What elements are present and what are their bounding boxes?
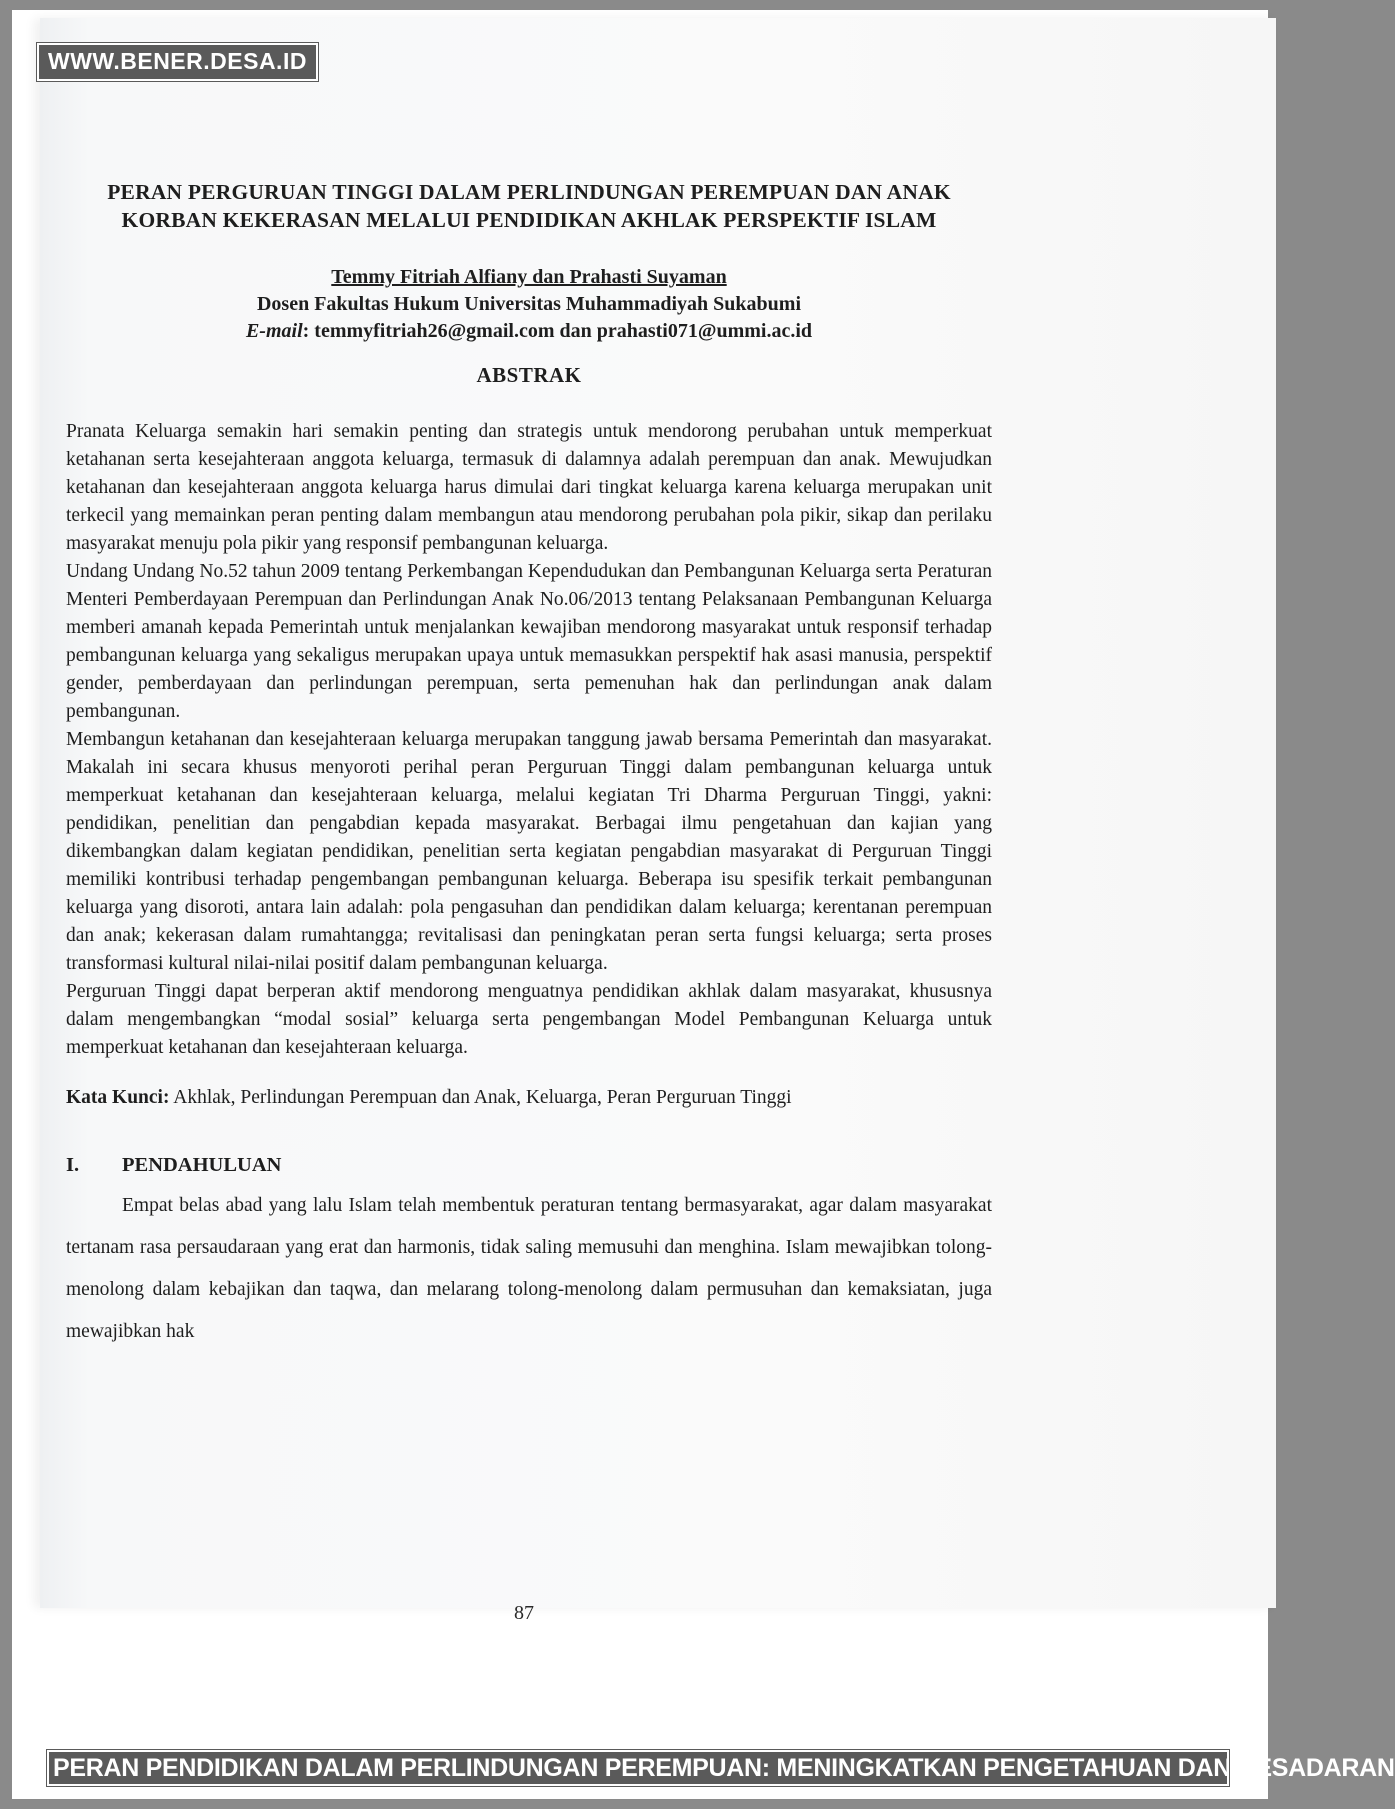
abstract-heading: ABSTRAK bbox=[476, 363, 582, 387]
paper-content bbox=[66, 178, 992, 1353]
author-email-line bbox=[66, 318, 992, 345]
section-number: I. bbox=[66, 1154, 80, 1176]
intro-body bbox=[66, 1185, 992, 1353]
intro-paragraph: Empat belas abad yang lalu Islam telah membentuk peraturan tentang bermasyarakat, agar dalam masyarakat tertanam rasa persaudaraan yang erat dan harmonis, tidak saling memusuhi dan menghina. Islam mewajibkan tolong-menolong dalam kebajikan dan taqwa, dan melarang tolong-menolong dalam permusuhan dan kemaksiatan, juga mewajibkan hak bbox=[66, 1195, 992, 1342]
page-number: 87 bbox=[514, 1602, 534, 1624]
abstract-paragraph: Pranata Keluarga semakin hari semakin penting dan strategis untuk mendorong perubahan untuk memperkuat ketahanan serta kesejahteraan anggota keluarga, termasuk di dalamnya adalah perempuan dan anak. Mewujudkan ketahanan dan kesejahteraan anggota keluarga harus dimulai dari tingkat keluarga karena keluarga merupakan unit terkecil yang memainkan peran penting dalam membangun atau mendorong perubahan pola pikir, sikap dan perilaku masyarakat menuju pola pikir yang responsif pembangunan keluarga. bbox=[66, 421, 992, 554]
keywords-text: Akhlak, Perlindungan Perempuan dan Anak, Keluarga, Peran Perguruan Tinggi bbox=[173, 1087, 792, 1108]
author-affiliation: Dosen Fakultas Hukum Universitas Muhammadiyah Sukabumi bbox=[256, 293, 801, 315]
abstract-paragraph: Undang Undang No.52 tahun 2009 tentang Perkembangan Kependudukan dan Pembangunan Keluarga serta Peraturan Menteri Pemberdayaan Perempuan dan Perlindungan Anak No.06/2013 tentang Pelaksanaan Pembangunan Keluarga memberi amanah kepada Pemerintah untuk menjalankan kewajiban mendorong masyarakat untuk responsif terhadap pembangunan keluarga yang sekaligus merupakan upaya untuk memasukkan perspektif hak asasi manusia, perspektif gender, pemberdayaan dan perlindungan perempuan, serta pemenuhan hak dan perlindungan anak dalam pembangunan. bbox=[66, 561, 992, 722]
keywords-line bbox=[66, 1084, 992, 1112]
site-watermark: WWW.BENER.DESA.ID bbox=[37, 43, 318, 81]
paper-title: PERAN PERGURUAN TINGGI DALAM PERLINDUNGAN PEREMPUAN DAN ANAK KORBAN KEKERASAN MELALUI PENDIDIKAN AKHLAK PERSPEKTIF ISLAM bbox=[107, 180, 951, 232]
caption-banner: PERAN PENDIDIKAN DALAM PERLINDUNGAN PEREMPUAN: MENINGKATKAN PENGETAHUAN DAN KESADARAN bbox=[47, 1750, 1229, 1786]
author-block bbox=[66, 264, 992, 345]
abstract-paragraph: Perguruan Tinggi dapat berperan aktif mendorong menguatnya pendidikan akhlak dalam masyarakat, khususnya dalam mengembangkan “modal sosial” keluarga serta pengembangan Model Pembangunan Keluarga untuk memperkuat ketahanan dan kesejahteraan keluarga. bbox=[66, 981, 992, 1058]
section-heading bbox=[66, 1154, 992, 1177]
author-names: Temmy Fitriah Alfiany dan Prahasti Suyaman bbox=[331, 266, 727, 288]
section-title: PENDAHULUAN bbox=[122, 1154, 282, 1176]
email-label: E-mail bbox=[245, 320, 303, 342]
abstract-paragraph: Membangun ketahanan dan kesejahteraan keluarga merupakan tanggung jawab bersama Pemerintah dan masyarakat. Makalah ini secara khusus menyoroti perihal peran Perguruan Tinggi dalam pembangunan keluarga untuk memperkuat ketahanan dan kesejahteraan keluarga, melalui kegiatan Tri Dharma Perguruan Tinggi, yakni: pendidikan, penelitian dan pengabdian kepada masyarakat. Berbagai ilmu pengetahuan dan kajian yang dikembangkan dalam kegiatan pendidikan, penelitian serta kegiatan pengabdian masyarakat di Perguruan Tinggi memiliki kontribusi terhadap pengembangan pembangunan keluarga. Beberapa isu spesifik terkait pembangunan keluarga yang disoroti, antara lain adalah: pola pengasuhan dan pendidikan dalam keluarga; kerentanan perempuan dan anak; kekerasan dalam rumahtangga; revitalisasi dan peningkatan peran serta fungsi keluarga; serta proses transformasi kultural nilai-nilai positif dalam pembangunan keluarga. bbox=[66, 729, 992, 974]
keywords-label: Kata Kunci: bbox=[66, 1087, 170, 1108]
author-emails: : temmyfitriah26@gmail.com dan prahasti071@ummi.ac.id bbox=[302, 320, 813, 342]
image-frame bbox=[12, 10, 1268, 1799]
abstract-body bbox=[66, 418, 992, 1062]
